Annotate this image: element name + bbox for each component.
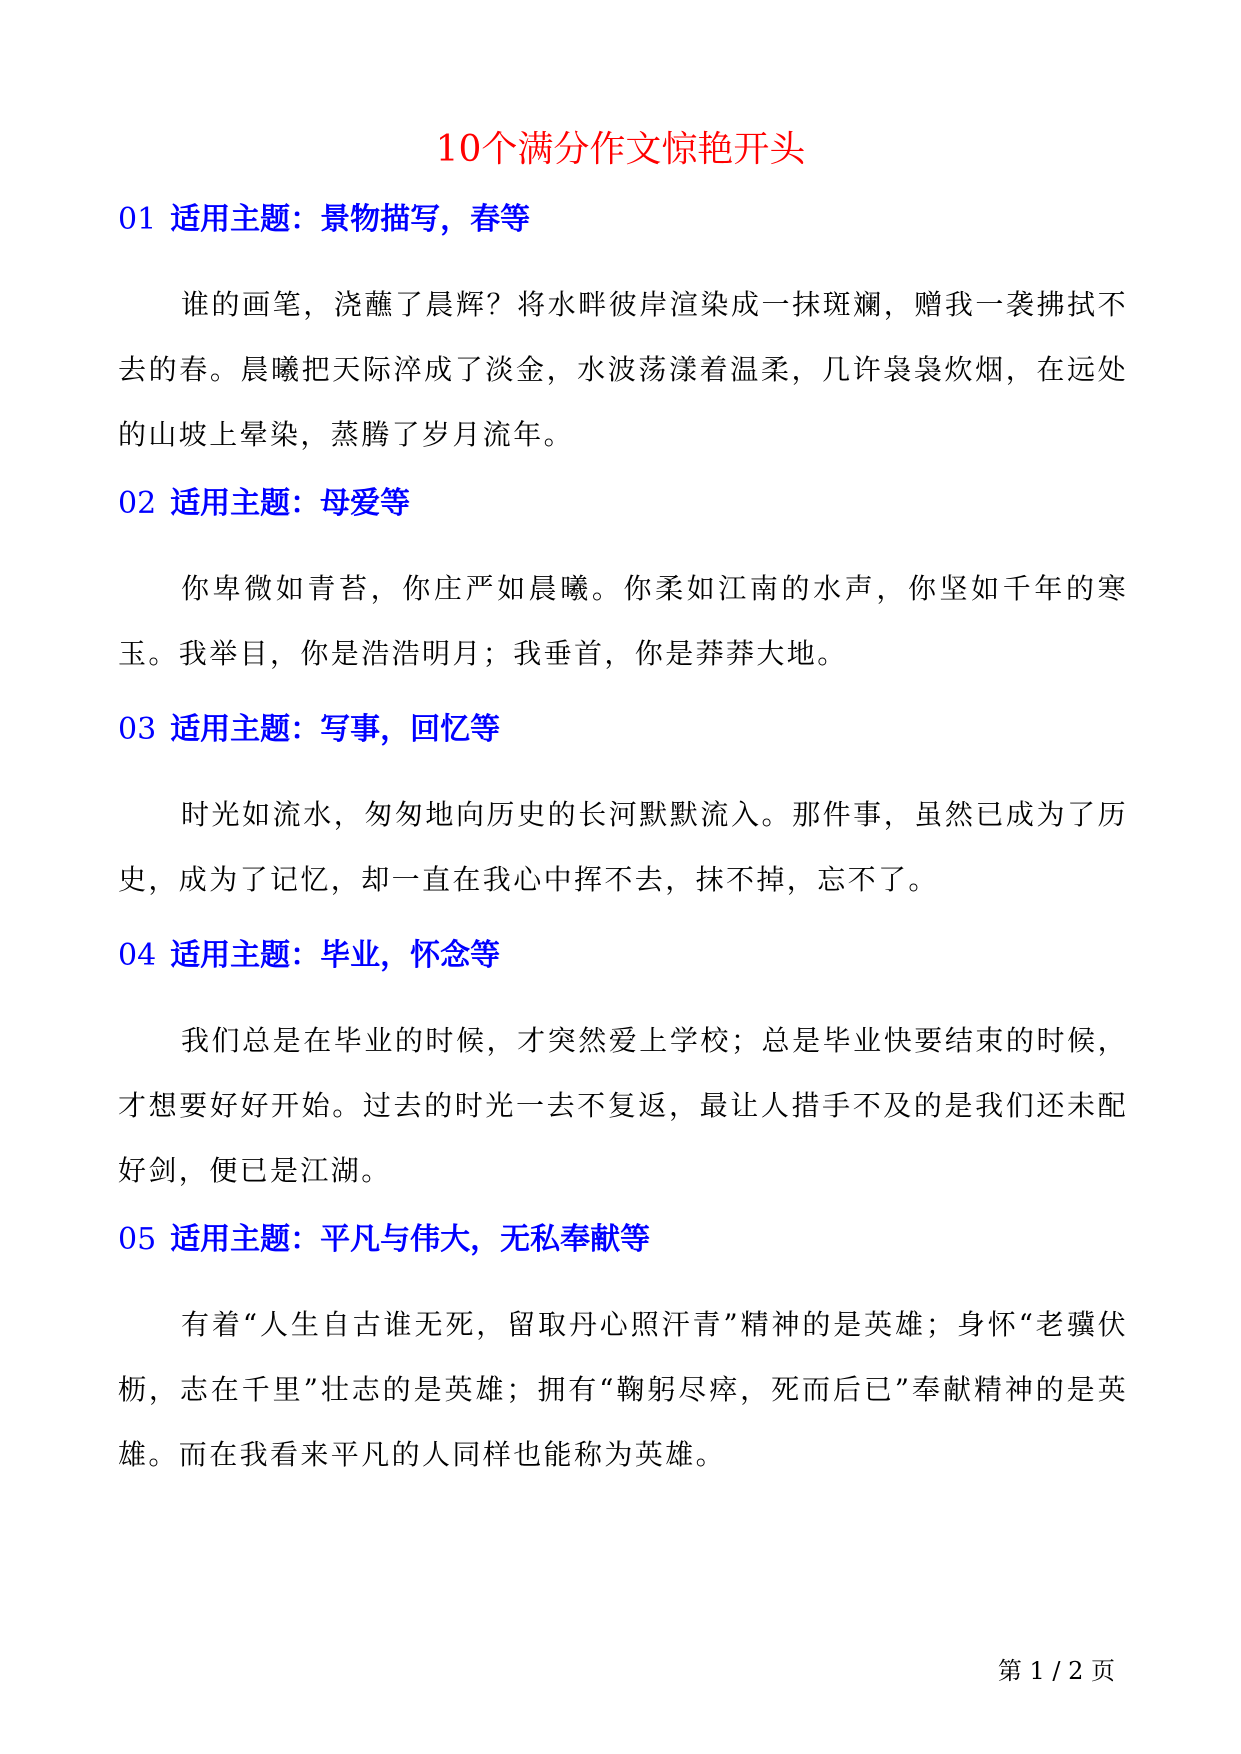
section-paragraph-04: 我们总是在毕业的时候，才突然爱上学校；总是毕业快要结束的时候，才想要好好开始。过去的时光一去不复返，最让人措手不及的是我们还未配好剑，便已是江湖。 [118, 1024, 1128, 1187]
section-heading-01 [118, 200, 1118, 240]
section-number: 01 [118, 202, 157, 237]
section-paragraph-05: 有着“人生自古谁无死，留取丹心照汗青”精神的是英雄；身怀“老骥伏枥，志在千里”壮志的是英雄；拥有“鞠躬尽瘁，死而后已”奉献精神的是英雄。而在我看来平凡的人同样也能称为英雄。 [118, 1308, 1128, 1471]
section-title: 适用主题：毕业，怀念等 [170, 938, 501, 973]
section-number: 02 [118, 486, 157, 521]
section-title: 适用主题：写事，回忆等 [170, 712, 501, 747]
section-heading-02 [118, 484, 1118, 524]
section-paragraph-02: 你卑微如青苔，你庄严如晨曦。你柔如江南的水声，你坚如千年的寒玉。我举目，你是浩浩明月；我垂首，你是莽莽大地。 [118, 572, 1128, 670]
section-title: 适用主题：母爱等 [170, 486, 411, 521]
section-paragraph-01: 谁的画笔，浇蘸了晨辉？将水畔彼岸渲染成一抹斑斓，赠我一袭拂拭不去的春。晨曦把天际淬成了淡金，水波荡漾着温柔，几许袅袅炊烟，在远处的山坡上晕染，蒸腾了岁月流年。 [118, 288, 1128, 451]
page-number-footer: 第 1 / 2 页 [997, 1657, 1115, 1685]
section-title: 适用主题：景物描写，春等 [170, 202, 531, 237]
section-number: 05 [118, 1222, 157, 1257]
section-heading-04 [118, 936, 1118, 976]
page-title: 10个满分作文惊艳开头 [435, 129, 806, 170]
section-title: 适用主题：平凡与伟大，无私奉献等 [170, 1222, 651, 1257]
section-heading-03 [118, 710, 1118, 750]
section-heading-05 [118, 1220, 1118, 1260]
section-number: 03 [118, 712, 157, 747]
section-paragraph-03: 时光如流水，匆匆地向历史的长河默默流入。那件事，虽然已成为了历史，成为了记忆，却一直在我心中挥不去，抹不掉，忘不了。 [118, 798, 1128, 896]
section-number: 04 [118, 938, 157, 973]
